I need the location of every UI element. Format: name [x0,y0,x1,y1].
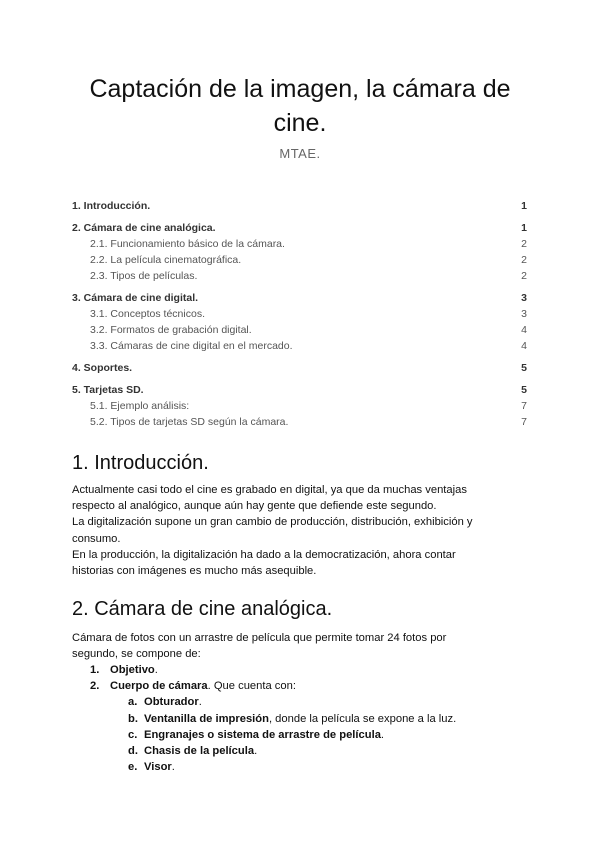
toc-subentry[interactable]: 3.1. Conceptos técnicos. 3 [90,308,527,320]
toc-page-number: 2 [521,254,527,266]
toc-page-number: 4 [521,340,527,352]
section-heading-camara-analogica: 2. Cámara de cine analógica. [72,598,333,620]
sub-list-item: c. Engranajes o sistema de arrastre de película. [128,728,385,741]
toc-page-number: 5 [521,362,527,374]
toc-subentry[interactable]: 2.2. La película cinematográfica. 2 [90,254,527,266]
section-camara-analogica-intro: Cámara de fotos con un arrastre de película que permite tomar 24 fotos por segundo, se compone de: [72,632,447,661]
section-introduccion-body: Actualmente casi todo el cine es grabado en digital, ya que da muchas ventajas respecto al analógico, aunque aún hay gente que defiende este segundo. La digitalización supone un gran cambio de producción, distribución, exhibición y consumo. En la producción, la digitalización ha dado a la democratización, ahora contar historias con imágenes es mucho más asequible. [72,484,473,578]
toc-subentry[interactable]: 3.2. Formatos de grabación digital. 4 [90,324,527,336]
toc-page-number: 2 [521,238,527,250]
toc-subentry[interactable]: 3.3. Cámaras de cine digital en el mercado. 4 [90,340,527,352]
toc-page-number: 5 [521,384,527,396]
component-list [72,662,532,775]
sub-list-item: e. Visor. [128,761,175,774]
toc-subentry[interactable]: 2.1. Funcionamiento básico de la cámara. 2 [90,238,527,250]
toc-page-number: 1 [521,222,527,234]
document-title: Captación de la imagen, la cámara de cine. [89,75,511,137]
document-subtitle: MTAE. [279,146,321,161]
toc-page-number: 4 [521,324,527,336]
toc-entry[interactable]: 1. Introducción. 1 [72,200,527,212]
toc-entry[interactable]: 3. Cámara de cine digital. 3 [72,292,527,304]
toc-subentry[interactable]: 5.1. Ejemplo análisis: 7 [90,400,527,412]
toc-entry[interactable]: 5. Tarjetas SD. 5 [72,384,527,396]
toc-entry[interactable]: 4. Soportes. 5 [72,362,527,374]
toc-page-number: 7 [521,400,527,412]
list-item: 2. Cuerpo de cámara. Que cuenta con: [90,680,296,693]
toc-page-number: 7 [521,416,527,428]
toc-entry[interactable]: 2. Cámara de cine analógica. 1 [72,222,527,234]
list-item: 1. Objetivo. [90,664,158,676]
toc-page-number: 3 [521,308,527,320]
sub-list-item: a. Obturador. [128,696,202,709]
table-of-contents [72,198,527,430]
toc-subentry[interactable]: 2.3. Tipos de películas. 2 [90,270,527,282]
toc-page-number: 2 [521,270,527,282]
sub-list-item: b. Ventanilla de impresión, donde la película se expone a la luz. [128,712,457,725]
toc-page-number: 1 [521,200,527,212]
sub-list-item: d. Chasis de la película. [128,744,258,757]
toc-subentry[interactable]: 5.2. Tipos de tarjetas SD según la cámara. 7 [90,416,527,428]
toc-page-number: 3 [521,292,527,304]
section-heading-introduccion: 1. Introducción. [72,452,209,474]
